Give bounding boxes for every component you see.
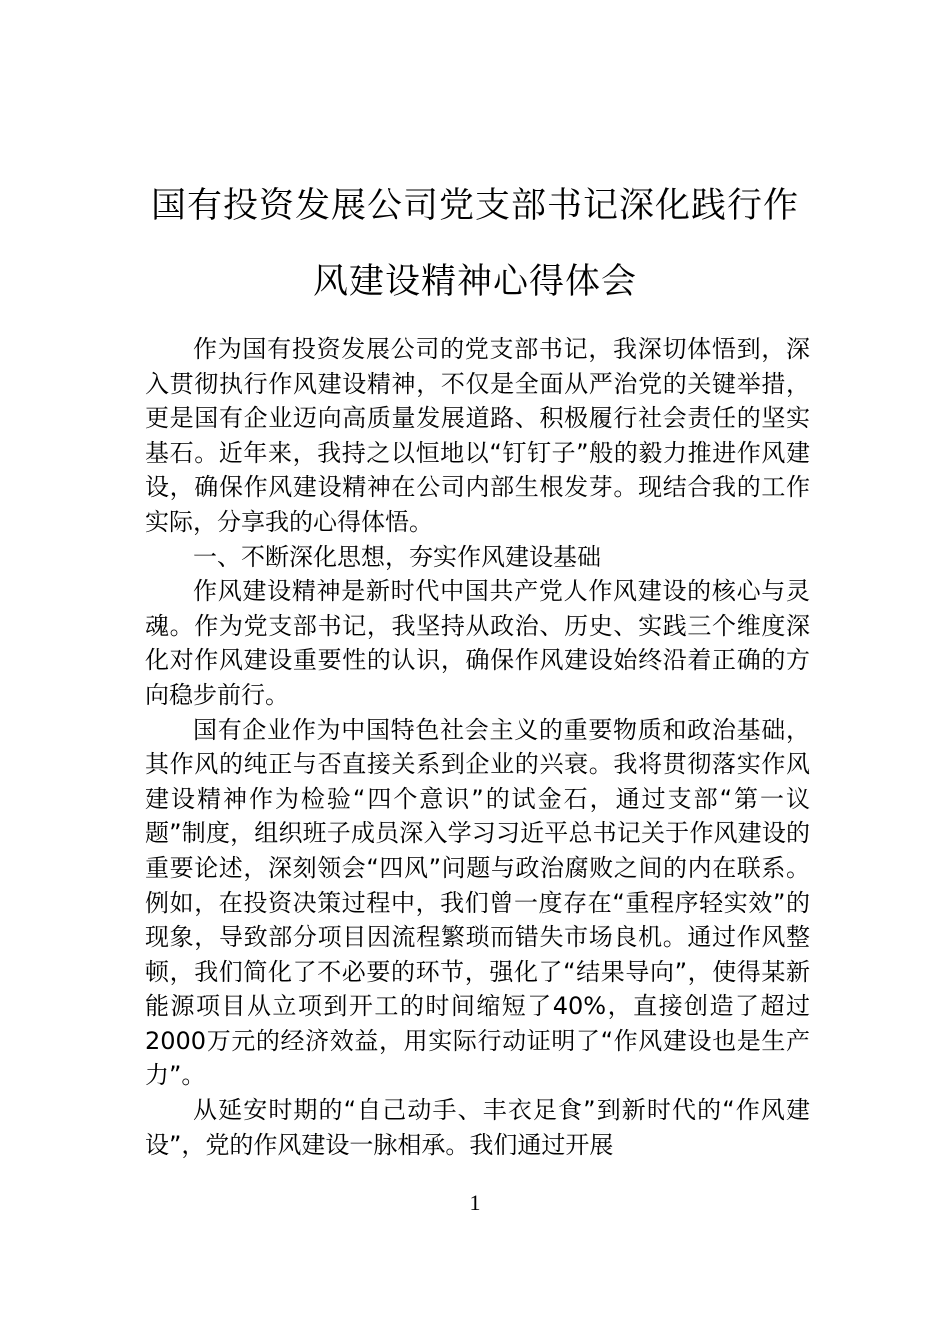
section-heading-1: 一、不断深化思想，夯实作风建设基础 [193, 542, 601, 571]
document-body [145, 332, 810, 1162]
document-title [140, 168, 810, 320]
paragraph-section-1-b: 国有企业作为中国特色社会主义的重要物质和政治基础，其作风的纯正与否直接关系到企业的兴衰。我将贯彻落实作风建设精神作为检验“四个意识”的试金石，通过支部“第一议题”制度，组织班子成员深入学习习近平总书记关于作风建设的重要论述，深刻领会“四风”问题与政治腐败之间的内在联系。例如，在投资决策过程中，我们曾一度存在“重程序轻实效”的现象，导致部分项目因流程繁琐而错失市场良机。通过作风整顿，我们简化了不必要的环节，强化了“结果导向”，使得某新能源项目从立项到开工的时间缩短了40%，直接创造了超过2000万元的经济效益，用实际行动证明了“作风建设也是生产力”。 [145, 715, 810, 1090]
paragraph-intro: 作为国有投资发展公司的党支部书记，我深切体悟到，深入贯彻执行作风建设精神，不仅是全面从严治党的关键举措，更是国有企业迈向高质量发展道路、积极履行社会责任的坚实基石。近年来，我持之以恒地以“钉钉子”般的毅力推进作风建设，确保作风建设精神在公司内部生根发芽。现结合我的工作实际，分享我的心得体悟。 [145, 335, 810, 536]
title-line-1: 国有投资发展公司党支部书记深化践行作 [150, 186, 799, 226]
title-line-2: 风建设精神心得体会 [312, 262, 637, 302]
page-number: 1 [469, 1190, 481, 1215]
paragraph-section-1-c: 从延安时期的“自己动手、丰衣足食”到新时代的“作风建设”，党的作风建设一脉相承。我们通过开展 [145, 1096, 810, 1159]
paragraph-section-1-a: 作风建设精神是新时代中国共产党人作风建设的核心与灵魂。作为党支部书记，我坚持从政治、历史、实践三个维度深化对作风建设重要性的认识，确保作风建设始终沿着正确的方向稳步前行。 [145, 577, 810, 709]
